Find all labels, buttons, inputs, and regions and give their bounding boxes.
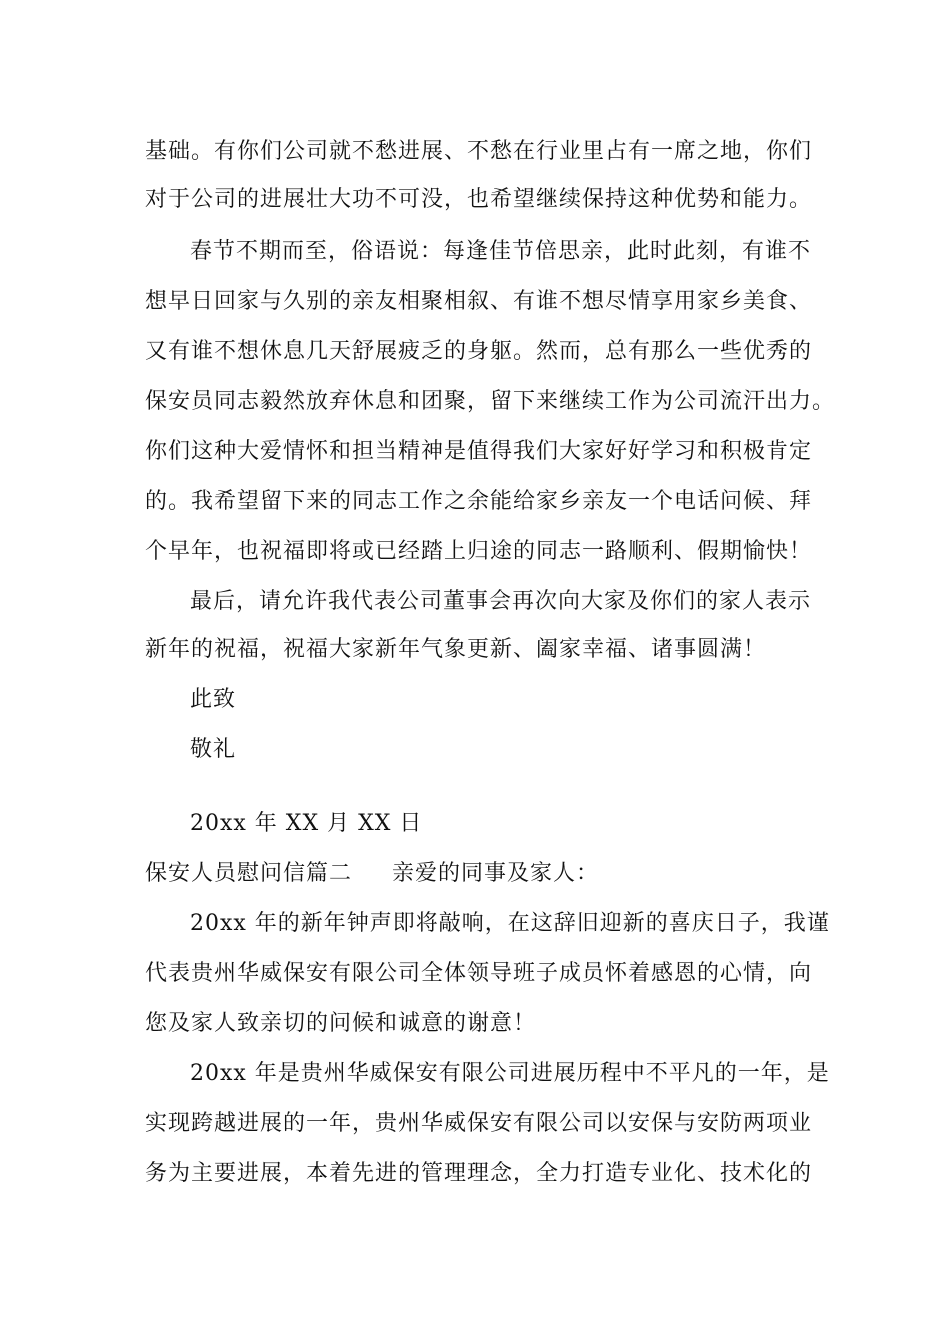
closing-line: 此致 (190, 687, 237, 712)
paragraph-line: 个早年，也祝福即将或已经踏上归途的同志一路顺利、假期愉快！ (145, 539, 813, 564)
paragraph-line: 基础。有你们公司就不愁进展、不愁在行业里占有一席之地，你们 (145, 139, 813, 164)
letter-title: 保安人员慰问信篇二 (145, 861, 353, 886)
letter-salutation: 亲爱的同事及家人： (392, 861, 600, 886)
section-heading (145, 858, 599, 890)
paragraph-line: 春节不期而至，俗语说：每逢佳节倍思亲，此时此刻，有谁不 (190, 239, 812, 264)
paragraph-line: 20xx 年是贵州华威保安有限公司进展历程中不平凡的一年，是 (190, 1061, 830, 1086)
paragraph-line: 20xx 年的新年钟声即将敲响，在这辞旧迎新的喜庆日子，我谨 (190, 911, 830, 936)
closing-line: 敬礼 (190, 737, 237, 762)
paragraph-line: 想早日回家与久别的亲友相聚相叙、有谁不想尽情享用家乡美食、 (145, 289, 813, 314)
paragraph-line: 务为主要进展，本着先进的管理理念，全力打造专业化、技术化的 (145, 1161, 813, 1186)
paragraph-line: 你们这种大爱情怀和担当精神是值得我们大家好好学习和积极肯定 (145, 439, 813, 464)
paragraph-line: 又有谁不想休息几天舒展疲乏的身躯。然而，总有那么一些优秀的 (145, 339, 813, 364)
paragraph-line: 的。我希望留下来的同志工作之余能给家乡亲友一个电话问候、拜 (145, 489, 813, 514)
paragraph-line: 新年的祝福，祝福大家新年气象更新、阖家幸福、诸事圆满！ (145, 637, 767, 662)
paragraph-line: 对于公司的进展壮大功不可没，也希望继续保持这种优势和能力。 (145, 187, 813, 212)
paragraph-line: 最后，请允许我代表公司董事会再次向大家及你们的家人表示 (190, 589, 812, 614)
paragraph-line: 保安员同志毅然放弃休息和团聚，留下来继续工作为公司流汗出力。 (145, 389, 836, 414)
paragraph-line: 实现跨越进展的一年，贵州华威保安有限公司以安保与安防两项业 (145, 1111, 813, 1136)
paragraph-line: 您及家人致亲切的问候和诚意的谢意！ (145, 1011, 537, 1036)
paragraph-line: 代表贵州华威保安有限公司全体领导班子成员怀着感恩的心情，向 (145, 961, 813, 986)
letter-date: 20xx 年 XX 月 XX 日 (190, 811, 423, 836)
